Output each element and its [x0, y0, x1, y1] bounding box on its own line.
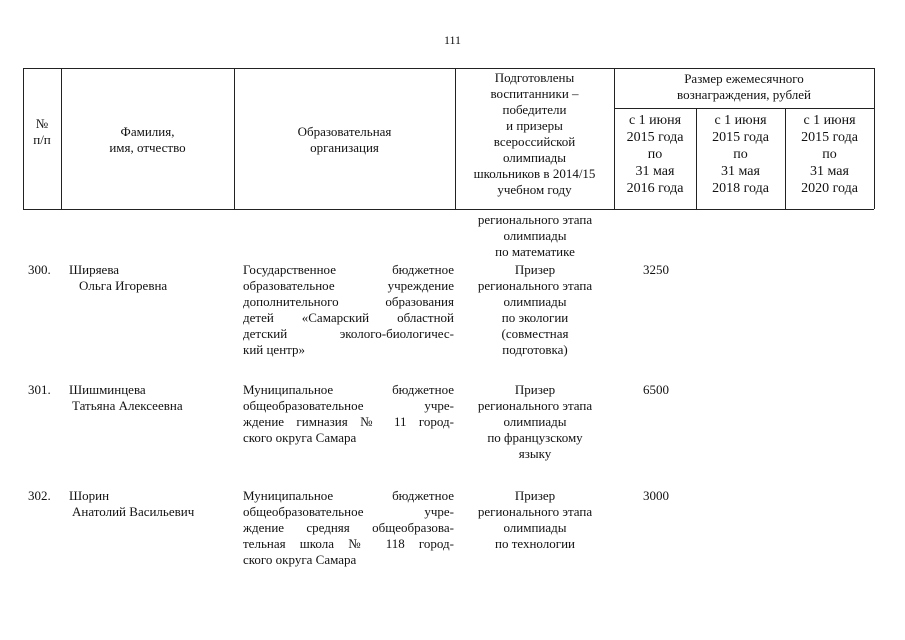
reward-amount: 6500 — [643, 382, 669, 397]
achievement: Призер регионального этапа олимпиады по французскому языку — [477, 382, 593, 461]
header-period-2016: с 1 июня 2015 года по 31 мая 2016 года — [626, 113, 684, 196]
achievement: Призер регионального этапа олимпиады по экологии (совместная подготовка) — [477, 262, 593, 357]
row-number: 302. — [28, 488, 51, 503]
header-bottom-border — [23, 209, 874, 210]
reward-subheader-border — [614, 108, 874, 109]
achievement: Призер регионального этапа олимпиады по технологии — [477, 488, 593, 551]
header-divider — [874, 68, 875, 209]
person-name: Шишминцева Татьяна Алексеевна — [69, 382, 183, 413]
header-organization: Образовательная организация — [297, 124, 392, 155]
person-name: Шорин Анатолий Васильевич — [69, 488, 195, 519]
header-period-2018: с 1 июня 2015 года по 31 мая 2018 года — [712, 113, 769, 196]
row-number: 300. — [28, 262, 51, 277]
header-prepared: Подготовлены воспитанники – победители и призеры всероссийской олимпиады школьников в 2014/15 учебном году — [473, 70, 596, 197]
header-period-2020: с 1 июня 2015 года по 31 мая 2020 года — [801, 113, 858, 196]
header-reward-title: Размер ежемесячного вознаграждения, рублей — [677, 71, 811, 102]
organization: Муниципальное бюджетное общеобразовательное учре- ждение гимназия № 11 город- ского округа Самара — [243, 382, 454, 445]
header-top-border — [23, 68, 874, 69]
organization: Муниципальное бюджетное общеобразовательное учре- ждение средняя общеобразова- тельная школа № 118 город- ского округа Самара — [243, 488, 454, 567]
person-name: Ширяева Ольга Игоревна — [69, 262, 168, 293]
row-number: 301. — [28, 382, 51, 397]
header-name: Фамилия, имя, отчество — [109, 124, 186, 155]
page-number: 111 — [443, 33, 462, 47]
continued-achievement: регионального этапа олимпиады по математике — [477, 212, 593, 259]
organization: Государственное бюджетное образовательное учреждение дополнительного образования детей «Самарский областной детский эколого-биологичес- кий центр» — [243, 262, 454, 357]
header-num: № п/п — [33, 116, 51, 147]
reward-amount: 3000 — [643, 488, 669, 503]
reward-amount: 3250 — [643, 262, 669, 277]
